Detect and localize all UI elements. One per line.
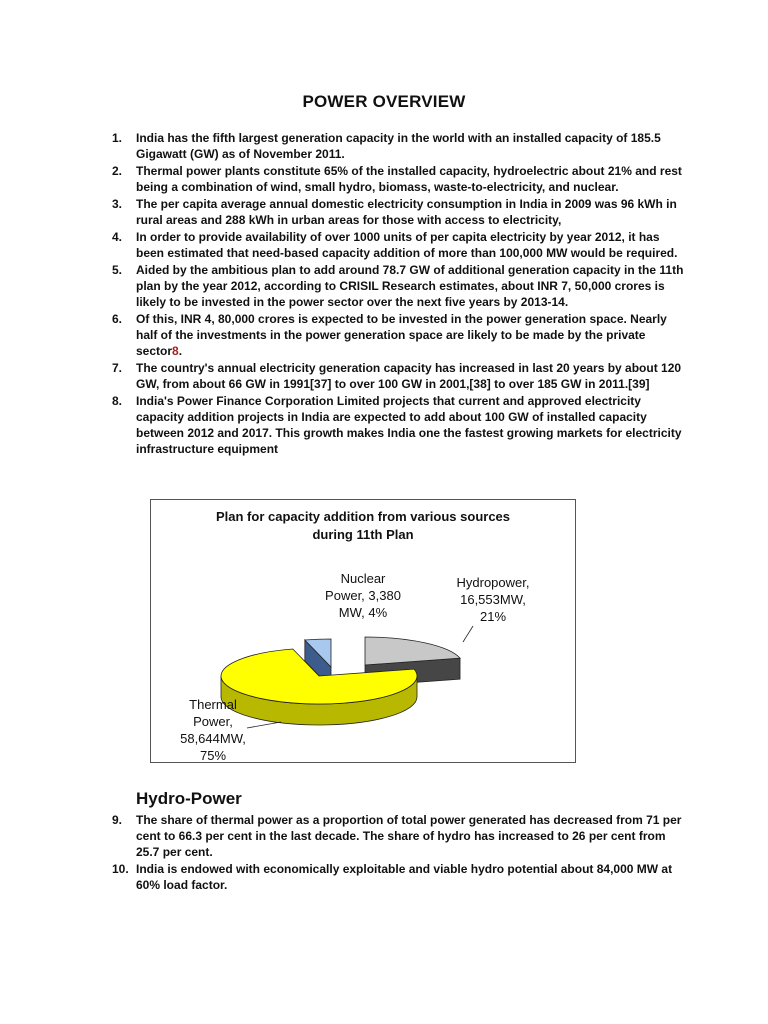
- hydro-leader-line: [463, 626, 473, 642]
- hydro-list: [108, 812, 688, 894]
- list-item: [108, 812, 688, 861]
- list-item: [108, 360, 688, 392]
- section-title-hydro: Hydro-Power: [136, 789, 242, 808]
- list-item: [108, 229, 688, 261]
- footnote-ref[interactable]: 8: [172, 344, 179, 359]
- item-text: India is endowed with economically exploitable and viable hydro potential about 84,000 MW at 60% load factor.: [136, 862, 673, 893]
- item-text: Of this, INR 4, 80,000 crores is expected to be invested in the power generation space. Nearly half of the investments in the power generation space are likely to be made by the private sector: [136, 311, 667, 359]
- list-item: [108, 163, 688, 195]
- item-text: In order to provide availability of over 1000 units of per capita electricity by year 2012, it has been estimated that need-based capacity addition of more than 100,000 MW would be required.: [136, 229, 678, 260]
- item-number: 8.: [112, 393, 123, 408]
- item-number: 3.: [112, 196, 123, 211]
- nuclear-label-line: MW, 4%: [338, 605, 388, 620]
- item-number: 5.: [112, 262, 123, 277]
- item-number: 6.: [112, 311, 123, 326]
- item-text: The country's annual electricity generation capacity has increased in last 20 years by about 120 GW, from about 66 GW in 1991[37] to over 100 GW in 2001,[38] to over 185 GW in 2011.[39]: [136, 360, 682, 392]
- pie-chart-svg: [151, 500, 575, 762]
- page-title: POWER OVERVIEW: [302, 92, 466, 111]
- thermal-label-line: Power,: [193, 714, 233, 729]
- item-number: 10.: [112, 862, 129, 877]
- nuclear-label-line: Nuclear: [340, 571, 386, 586]
- list-item: [108, 393, 688, 458]
- hydro-label-line: 21%: [479, 609, 507, 624]
- chart-title-line: Plan for capacity addition from various sources: [215, 509, 511, 524]
- thermal-label-line: Thermal: [189, 697, 237, 712]
- item-text: India has the fifth largest generation capacity in the world with an installed capacity of 185.5 Gigawatt (GW) as of November 2011.: [136, 131, 661, 162]
- item-text: The per capita average annual domestic electricity consumption in India in 2009 was 96 kWh in rural areas and 288 kWh in urban areas for those with access to electricity,: [136, 196, 677, 228]
- list-item: [108, 130, 688, 162]
- hydro-label-line: Hydropower,: [456, 575, 530, 590]
- list-item: [108, 311, 688, 360]
- item-number: 2.: [112, 163, 123, 178]
- thermal-label-line: 58,644MW,: [180, 731, 246, 746]
- item-number: 7.: [112, 360, 123, 375]
- chart-title-line: during 11th Plan: [312, 527, 414, 542]
- item-text: The share of thermal power as a proportion of total power generated has decreased from 71 per cent to 66.3 per cent in the last decade. The share of hydro has increased to 26 per cent from 25.7 per cent.: [136, 813, 682, 860]
- item-text: India's Power Finance Corporation Limited projects that current and approved electricity capacity addition projects in India are expected to add about 100 GW of installed capacity between 2012 and 2017. This growth makes India one the fastest growing markets for electricity infrastructure equipment: [136, 393, 682, 457]
- item-tail: .: [178, 344, 183, 359]
- item-number: 4.: [112, 229, 123, 244]
- item-text: Aided by the ambitious plan to add around 78.7 GW of additional generation capacity in the 11th plan by the year 2012, according to CRISIL Research estimates, about INR 7, 50,000 crores is likely to be invested in the power sector over the next five years by 2013-14.: [136, 262, 684, 310]
- list-item: [108, 262, 688, 311]
- hydro-label-line: 16,553MW,: [460, 592, 526, 607]
- capacity-pie-chart: [150, 499, 576, 763]
- thermal-label-line: 75%: [199, 748, 227, 762]
- item-number: 1.: [112, 131, 123, 145]
- list-item: [108, 861, 688, 893]
- overview-list: [108, 130, 688, 458]
- item-text: Thermal power plants constitute 65% of the installed capacity, hydroelectric about 21% and rest being a combination of wind, small hydro, biomass, waste-to-electricity, and nuclear.: [136, 163, 682, 195]
- item-number: 9.: [112, 813, 123, 827]
- nuclear-label-line: Power, 3,380: [325, 588, 401, 603]
- list-item: [108, 196, 688, 228]
- thermal-leader-line: [247, 722, 281, 728]
